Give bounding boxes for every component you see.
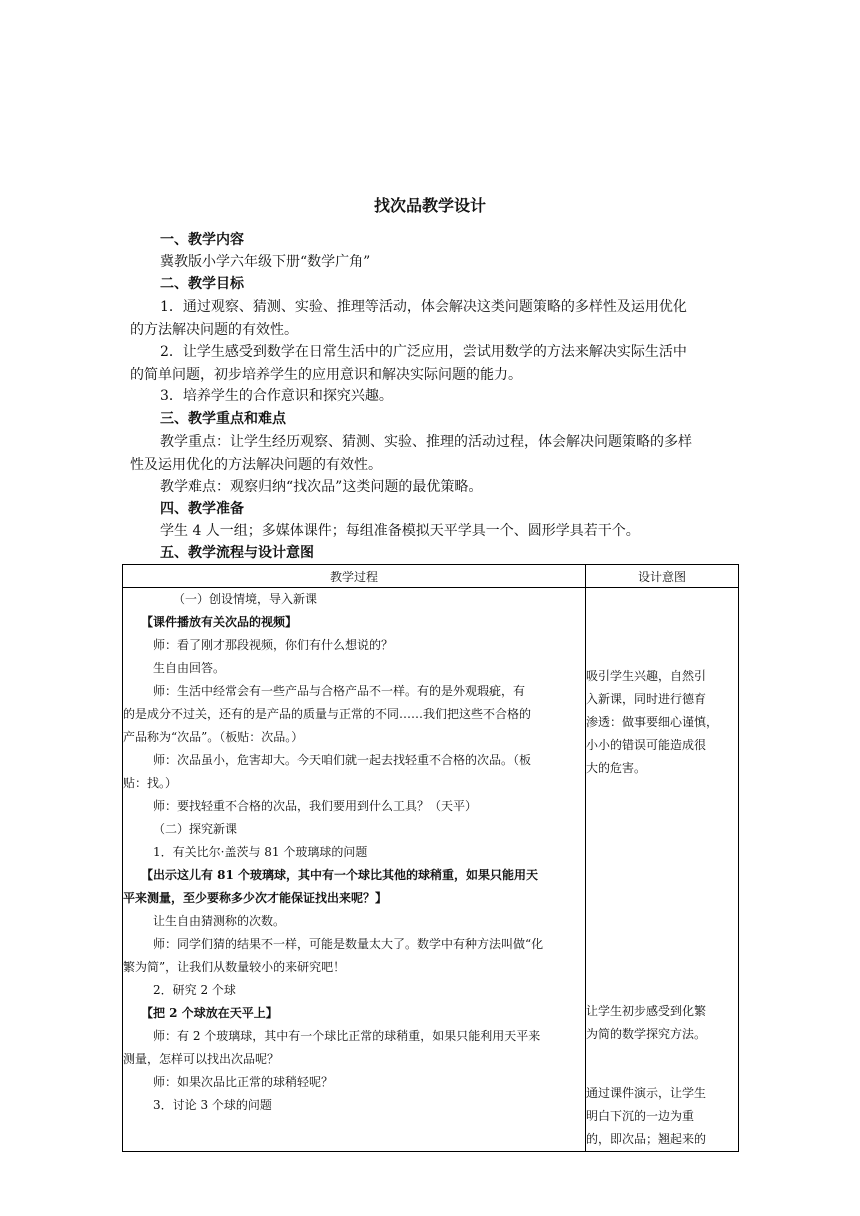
intent-line: 为简的数学探究方法。 [586, 1027, 707, 1041]
intent-line: 渗透：做事要细心谨慎， [586, 715, 719, 729]
section-heading-content: 一、教学内容 [160, 232, 244, 248]
process-line: 2．研究 2 个球 [153, 983, 236, 997]
process-line: 产品称为“次品”。（板贴：次品。） [123, 730, 304, 744]
process-line: 平来测量，至少要称多少次才能保证找出来呢？】 [123, 891, 388, 905]
teaching-flow-table [122, 564, 739, 1152]
process-line: 3．讨论 3 个球的问题 [153, 1098, 272, 1112]
process-cell [123, 588, 586, 1152]
goal-3: 3．培养学生的合作意识和探究兴趣。 [160, 388, 393, 404]
preparation-text: 学生 4 人一组；多媒体课件；每组准备模拟天平学具一个、圆形学具若干个。 [160, 523, 640, 539]
process-line: 的是成分不过关，还有的是产品的质量与正常的不同……我们把这些不合格的 [123, 707, 532, 721]
process-line: 贴：找。） [123, 776, 178, 790]
document-title: 找次品教学设计 [373, 196, 486, 215]
goal-2: 2．让学生感受到数学在日常生活中的广泛应用，尝试用数学的方法来解决实际生活中 的简单问题，初步培养学生的应用意识和解决实际问题的能力。 [130, 344, 687, 383]
section-heading-preparation: 四、教学准备 [160, 501, 244, 517]
difficult-point: 教学难点：观察归纳“找次品”这类问题的最优策略。 [160, 479, 483, 495]
intent-block [586, 1082, 738, 1151]
process-line: 【出示这儿有 81 个玻璃球，其中有一个球比其他的球稍重，如果只能用天 [141, 868, 539, 882]
process-line: 师：生活中经常会有一些产品与合格产品不一样。有的是外观瑕疵，有 [153, 684, 526, 698]
section-heading-goals: 二、教学目标 [160, 276, 244, 292]
intent-line: 入新课，同时进行德育 [586, 692, 707, 706]
section-heading-key-points: 三、教学重点和难点 [160, 411, 286, 427]
intent-line: 的，即次品；翘起来的 [586, 1132, 707, 1146]
content-text: 冀教版小学六年级下册“数学广角” [160, 254, 371, 270]
column-header-process: 教学过程 [123, 565, 586, 588]
process-line: 师：要找轻重不合格的次品，我们要用到什么工具？（天平） [153, 799, 478, 813]
process-line: 师：如果次品比正常的球稍轻呢？ [153, 1075, 334, 1089]
key-point: 教学重点：让学生经历观察、猜测、实验、推理的活动过程，体会解决问题策略的多样 性及运用优化的方法解决问题的有效性。 [130, 434, 692, 473]
intent-line: 大的危害。 [586, 761, 647, 775]
intent-block [586, 1000, 738, 1046]
goal-1: 1．通过观察、猜测、实验、推理等活动，体会解决这类问题策略的多样性及运用优化 的方法解决问题的有效性。 [130, 299, 687, 338]
process-line: 【课件播放有关次品的视频】 [141, 615, 298, 629]
process-line: 师：次品虽小，危害却大。今天咱们就一起去找轻重不合格的次品。（板 [153, 753, 532, 767]
intent-line: 吸引学生兴趣，自然引 [586, 669, 707, 683]
intent-line: 小小的错误可能造成很 [586, 738, 707, 752]
intent-block [586, 665, 738, 780]
section-heading-flow: 五、教学流程与设计意图 [160, 545, 314, 561]
intent-cell [586, 588, 739, 1152]
process-line: 师：同学们猜的结果不一样，可能是数量太大了。数学中有种方法叫做“化 [153, 937, 544, 951]
process-line: 师：看了刚才那段视频，你们有什么想说的？ [153, 638, 394, 652]
column-header-intent: 设计意图 [586, 565, 739, 588]
intent-line: 通过课件演示，让学生 [586, 1086, 707, 1100]
process-line: （二）探究新课 [153, 822, 238, 836]
process-line: 让生自由猜测称的次数。 [153, 914, 286, 928]
process-line: 测量，怎样可以找出次品呢？ [123, 1052, 280, 1066]
process-line: 1．有关比尔·盖茨与 81 个玻璃球的问题 [153, 845, 368, 859]
process-line: 生自由回答。 [153, 661, 226, 675]
process-line: 师：有 2 个玻璃球，其中有一个球比正常的球稍重，如果只能利用天平来 [153, 1029, 541, 1043]
intent-line: 明白下沉的一边为重 [586, 1109, 695, 1123]
intent-line: 让学生初步感受到化繁 [586, 1004, 707, 1018]
process-line: （一）创设情境，导入新课 [173, 592, 318, 606]
process-line: 繁为简”，让我们从数量较小的来研究吧！ [123, 960, 346, 974]
process-line: 【把 2 个球放在天平上】 [141, 1006, 278, 1020]
